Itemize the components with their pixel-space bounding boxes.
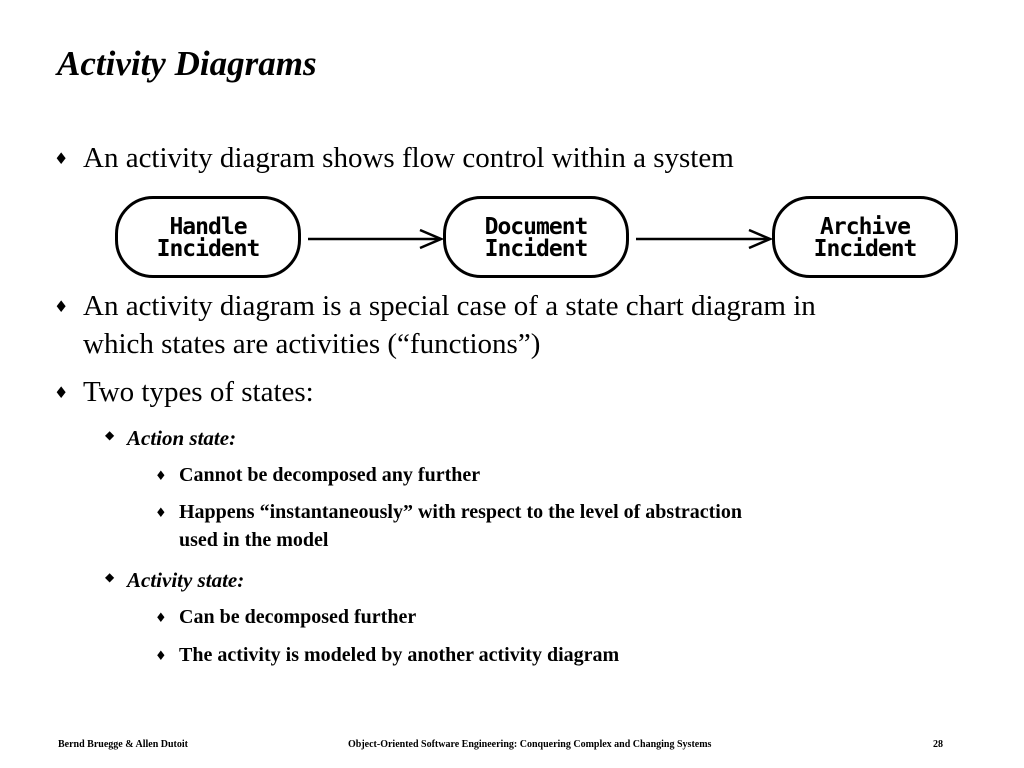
sub-sub-bullet-text: Cannot be decomposed any further — [179, 464, 481, 486]
sub-bullet-item — [105, 566, 245, 594]
bullet-item — [54, 140, 734, 176]
diamond-bullet-icon: ♦ — [54, 297, 69, 316]
sub-sub-bullet-text: Happens “instantaneously” with respect to the level of abstraction — [179, 501, 742, 523]
state-label: Incident — [484, 236, 588, 262]
diamond-bullet-icon: ♦ — [155, 469, 167, 484]
sub-bullet-text: Activity state: — [127, 568, 245, 592]
sub-sub-bullet-item — [155, 641, 620, 669]
sub-sub-bullet-text-continuation: used in the model — [179, 529, 329, 551]
bullet-text: Two types of states: — [83, 376, 314, 408]
sub-bullet-text: Action state: — [127, 426, 237, 450]
activity-state-archive-incident — [772, 196, 958, 278]
transition-arrow — [636, 228, 773, 250]
diamond-bullet-icon: ♦ — [54, 149, 69, 168]
state-label: Handle — [169, 214, 247, 240]
footer-authors: Bernd Bruegge & Allen Dutoit — [58, 739, 188, 750]
diamond-bullet-icon: ♦ — [155, 649, 167, 664]
sub-bullet-item — [105, 424, 237, 452]
diamond-bullet-icon: ◆ — [105, 570, 115, 584]
sub-sub-bullet-text: Can be decomposed further — [179, 606, 417, 628]
footer-book-title: Object-Oriented Software Engineering: Conquering Complex and Changing Systems — [348, 739, 712, 750]
state-label: Incident — [156, 236, 260, 262]
sub-sub-bullet-item — [155, 603, 417, 631]
diamond-bullet-icon: ♦ — [155, 506, 167, 521]
bullet-item — [54, 288, 816, 324]
sub-sub-bullet-item — [155, 498, 742, 526]
bullet-text: An activity diagram shows flow control within a system — [83, 142, 734, 174]
diamond-bullet-icon: ♦ — [155, 611, 167, 626]
activity-state-document-incident — [443, 196, 629, 278]
state-label: Document — [484, 214, 588, 240]
sub-sub-bullet-text: The activity is modeled by another activity diagram — [179, 644, 620, 666]
activity-diagram — [0, 190, 1024, 290]
sub-sub-bullet-item — [155, 461, 481, 489]
bullet-text: An activity diagram is a special case of a state chart diagram in — [83, 290, 816, 322]
state-label: Archive — [820, 214, 910, 240]
state-label: Incident — [813, 236, 917, 262]
bullet-text-continuation: which states are activities (“functions”) — [83, 328, 541, 360]
bullet-item — [54, 374, 314, 410]
slide-title: Activity Diagrams — [57, 44, 317, 83]
footer-page-number: 28 — [933, 739, 943, 750]
activity-state-handle-incident — [115, 196, 301, 278]
transition-arrow — [308, 228, 444, 250]
diamond-bullet-icon: ◆ — [105, 428, 115, 442]
diamond-bullet-icon: ♦ — [54, 383, 69, 402]
